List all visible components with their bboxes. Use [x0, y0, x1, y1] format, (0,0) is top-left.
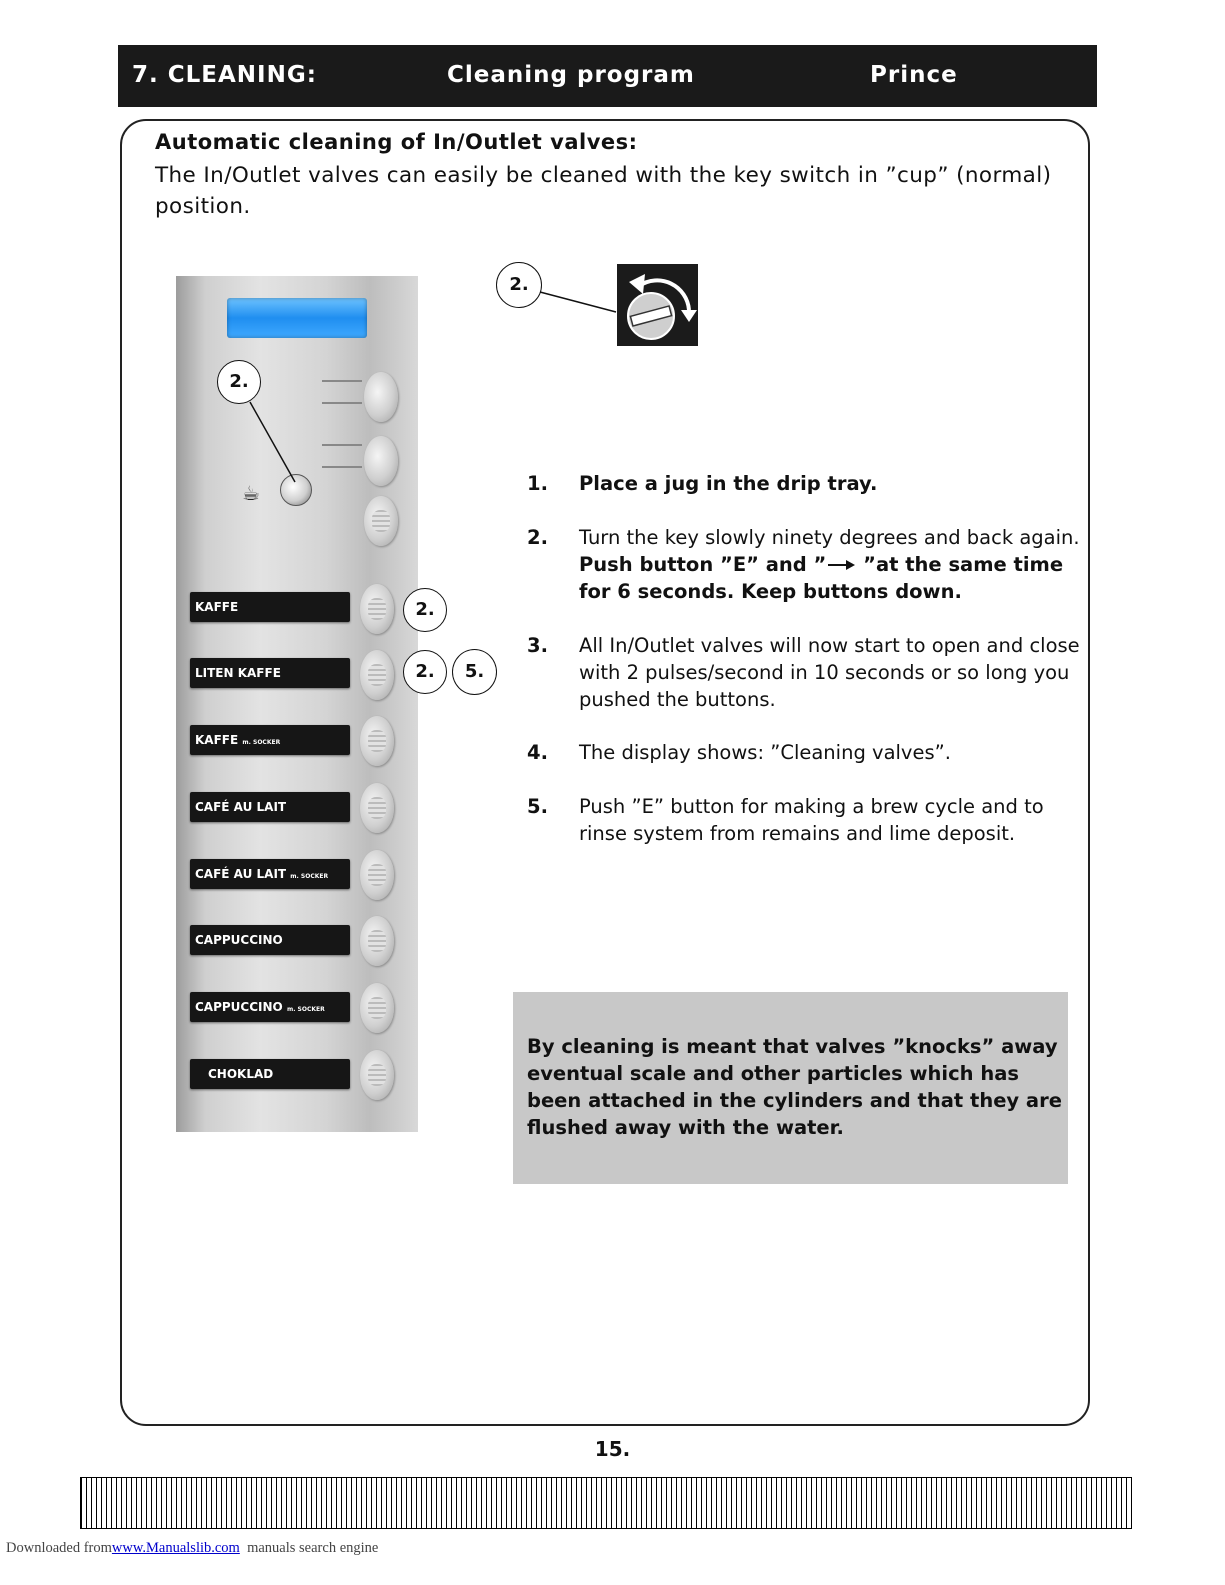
intro-title: Automatic cleaning of In/Outlet valves:	[155, 130, 638, 154]
model-name: Prince	[870, 62, 958, 88]
label-cappuccino: CAPPUCCINO	[190, 925, 350, 955]
label-choklad: CHOKLAD	[190, 1059, 350, 1089]
barcode-strip	[80, 1477, 1132, 1529]
manualslib-link[interactable]: www.Manualslib.com	[111, 1540, 240, 1556]
section-number: 7. CLEANING:	[132, 62, 317, 88]
label-cafe-au-lait: CAFÉ AU LAIT	[190, 792, 350, 822]
label-liten-kaffe: LITEN KAFFE	[190, 658, 350, 688]
download-footer: Downloaded fromwww.Manualslib.com manuals search engine	[6, 1540, 379, 1556]
label-kaffe-socker: KAFFE m. SOCKER	[190, 725, 350, 755]
label-cappuccino-socker: CAPPUCCINO m. SOCKER	[190, 992, 350, 1022]
callout-key-switch: 2.	[217, 360, 261, 404]
callout-liten-kaffe: 2.	[403, 650, 447, 694]
callout-key-icon: 2.	[496, 262, 542, 308]
callout-kaffe: 2.	[403, 588, 447, 632]
right-arrow-icon	[826, 551, 856, 578]
intro-body: The In/Outlet valves can easily be cleaned with the key switch in ”cup” (normal) position.	[155, 163, 1052, 219]
label-cafe-au-lait-socker: CAFÉ AU LAIT m. SOCKER	[190, 859, 350, 889]
label-kaffe: KAFFE	[190, 592, 350, 622]
note-text: By cleaning is meant that valves ”knocks” away eventual scale and other particles which has been attached in the cylinders and that they are flushed away with the water.	[527, 1035, 1062, 1139]
section-title: Cleaning program	[447, 62, 695, 88]
note-box	[513, 992, 1068, 1184]
cup-icon: ☕	[242, 481, 260, 505]
page-number: 15.	[594, 1437, 631, 1461]
key-rotate-icon	[617, 264, 698, 346]
callout-liten-kaffe-step5: 5.	[452, 649, 497, 695]
